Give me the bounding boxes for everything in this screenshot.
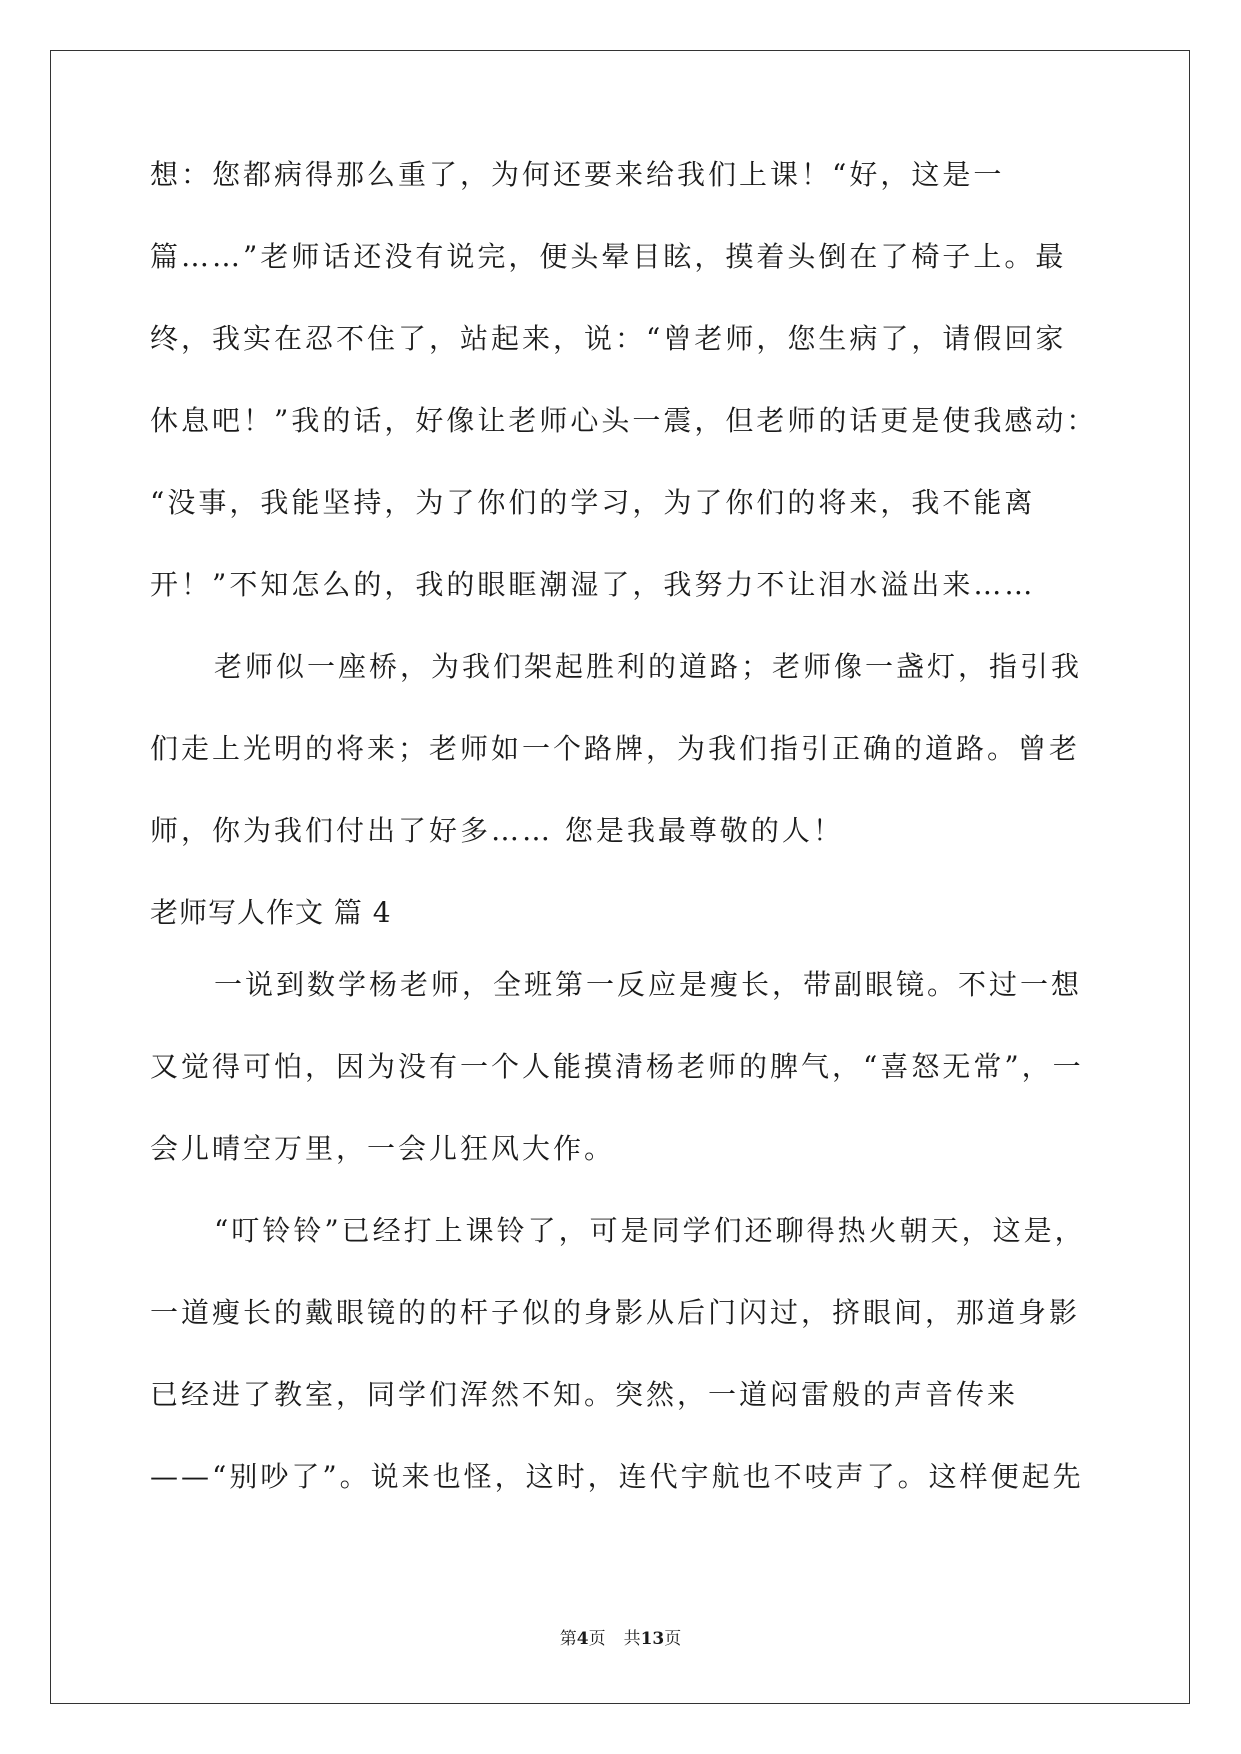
text-line: 已经进了教室，同学们浑然不知。突然，一道闷雷般的声音传来	[150, 1378, 1019, 1411]
paragraph-start-line: 老师似一座桥，为我们架起胜利的道路；老师像一盏灯，指引我	[214, 650, 1083, 683]
text-line: 开！”不知怎么的，我的眼眶潮湿了，我努力不让泪水溢出来……	[150, 568, 1036, 601]
paragraph-start-line: “叮铃铃”已经打上课铃了，可是同学们还聊得热火朝天，这是，	[214, 1214, 1086, 1247]
text-line: 一道瘦长的戴眼镜的的杆子似的身影从后门闪过，挤眼间，那道身影	[150, 1296, 1081, 1329]
paragraph-start-line: 一说到数学杨老师，全班第一反应是瘦长，带副眼镜。不过一想	[214, 968, 1083, 1001]
section-heading: 老师写人作文 篇 4	[150, 896, 392, 929]
text-line: ——“别吵了”。说来也怪，这时，连代宇航也不吱声了。这样便起先	[150, 1460, 1084, 1493]
footer-total-suffix: 页	[664, 1629, 682, 1649]
text-line: “没事，我能坚持，为了你们的学习，为了你们的将来，我不能离	[150, 486, 1036, 519]
text-line: 想：您都病得那么重了，为何还要来给我们上课！“好，这是一	[150, 158, 1005, 191]
footer-page-suffix: 页	[588, 1629, 606, 1649]
document-body	[150, 155, 1098, 1539]
footer-total-prefix: 共	[623, 1629, 641, 1649]
footer-prefix: 第	[559, 1629, 577, 1649]
text-line: 们走上光明的将来；老师如一个路牌，为我们指引正确的道路。曾老	[150, 732, 1081, 765]
page-number-footer	[0, 1624, 1241, 1649]
text-line: 又觉得可怕，因为没有一个人能摸清杨老师的脾气，“喜怒无常”，一	[150, 1050, 1084, 1083]
text-line: 师，你为我们付出了好多…… 您是我最尊敬的人！	[150, 814, 844, 847]
current-page-number: 4	[576, 1629, 589, 1649]
text-line: 终，我实在忍不住了，站起来，说：“曾老师，您生病了，请假回家	[150, 322, 1067, 355]
text-line: 休息吧！”我的话，好像让老师心头一震，但老师的话更是使我感动：	[150, 404, 1098, 437]
total-page-count: 13	[640, 1629, 665, 1649]
text-line: 篇……”老师话还没有说完，便头晕目眩，摸着头倒在了椅子上。最	[150, 240, 1067, 273]
text-line: 会儿晴空万里，一会儿狂风大作。	[150, 1132, 616, 1165]
